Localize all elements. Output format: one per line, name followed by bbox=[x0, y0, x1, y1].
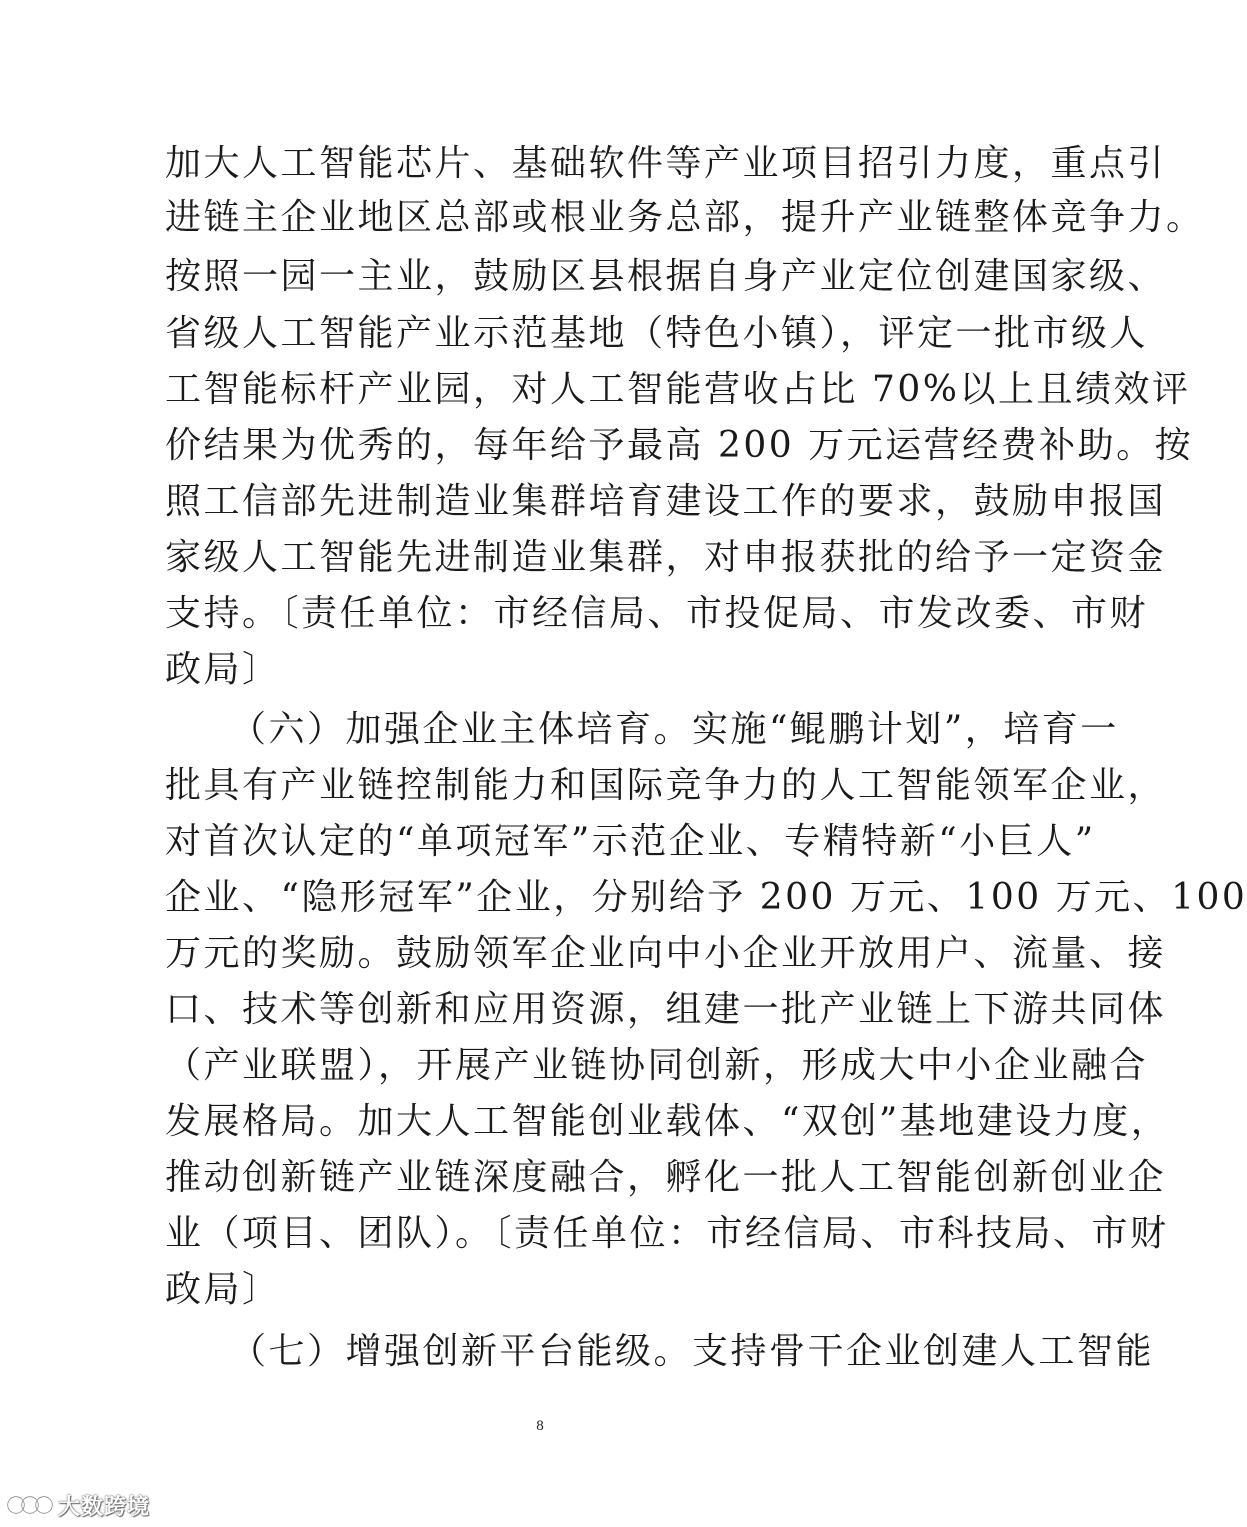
body-text-line: 对首次认定的“单项冠军”示范企业、专精特新“小巨人” bbox=[165, 821, 1096, 862]
body-text-line: 万元的奖励。鼓励领军企业向中小企业开放用户、流量、接 bbox=[165, 933, 1167, 974]
body-text-line: 发展格局。加大人工智能创业载体、“双创”基地建设力度， bbox=[165, 1101, 1170, 1142]
body-text-line: （产业联盟），开展产业链协同创新，形成大中小企业融合 bbox=[165, 1045, 1149, 1086]
body-text-line: 按照一园一主业，鼓励区县根据自身产业定位创建国家级、 bbox=[165, 256, 1167, 297]
body-text-line: 企业、“隐形冠军”企业，分别给予 200 万元、100 万元、100 bbox=[165, 877, 1247, 918]
body-text-line: 政局〕 bbox=[165, 649, 281, 690]
body-text-line: 价结果为优秀的，每年给予最高 200 万元运营经费补助。按 bbox=[165, 425, 1194, 466]
body-text-line: 批具有产业链控制能力和国际竞争力的人工智能领军企业， bbox=[165, 765, 1167, 806]
body-text-line: 照工信部先进制造业集群培育建设工作的要求，鼓励申报国 bbox=[165, 481, 1167, 522]
section-heading-line: （六）加强企业主体培育。实施“鲲鹏计划”，培育一 bbox=[230, 709, 1119, 750]
body-text-line: 口、技术等创新和应用资源，组建一批产业链上下游共同体 bbox=[165, 989, 1167, 1030]
body-text-line: 进链主企业地区总部或根业务总部，提升产业链整体竞争力。 bbox=[165, 197, 1205, 238]
watermark bbox=[6, 1490, 150, 1520]
watermark-text: 大数跨境 bbox=[58, 1494, 151, 1520]
body-text-line: 家级人工智能先进制造业集群，对申报获批的给予一定资金 bbox=[165, 537, 1167, 578]
body-text-line: 支持。〔责任单位：市经信局、市投促局、市发改委、市财 bbox=[165, 593, 1149, 634]
body-text-line: 政局〕 bbox=[165, 1269, 281, 1310]
body-text-line: 加大人工智能芯片、基础软件等产业项目招引力度，重点引 bbox=[165, 143, 1167, 184]
page-number: 8 bbox=[536, 1418, 544, 1434]
body-text-line: 推动创新链产业链深度融合，孵化一批人工智能创新创业企 bbox=[165, 1157, 1167, 1198]
body-text-line: 省级人工智能产业示范基地（特色小镇），评定一批市级人 bbox=[165, 313, 1149, 354]
body-text-line: 工智能标杆产业园，对人工智能营收占比 70%以上且绩效评 bbox=[165, 369, 1191, 410]
watermark-logo-icon bbox=[6, 1493, 54, 1517]
body-text-line: 业（项目、团队）。〔责任单位：市经信局、市科技局、市财 bbox=[165, 1213, 1169, 1254]
section-heading-line: （七）增强创新平台能级。支持骨干企业创建人工智能 bbox=[230, 1331, 1155, 1372]
